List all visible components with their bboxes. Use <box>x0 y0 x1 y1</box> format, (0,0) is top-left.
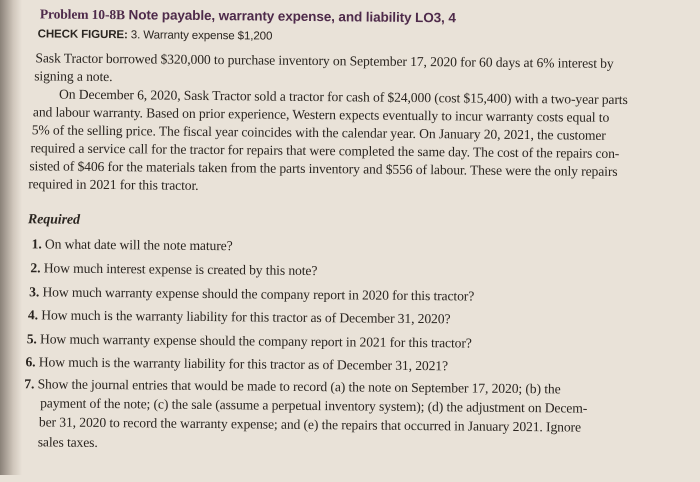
required-item-7-line: payment of the note; (c) the sale (assume a perpetual inventory system); (d) the adjustment on Decem- <box>40 395 588 416</box>
item-text: How much is the warranty liability for this tractor as of December 31, 2020? <box>41 307 451 327</box>
item-text: Show the journal entries that would be made to record (a) the note on September 17, 2020; (b) the <box>37 376 561 397</box>
problem-number: Problem 10-8B <box>39 6 126 23</box>
paragraph2-line: required a service call for the tractor for repairs that were completed the same day. The cost of the repairs con- <box>30 140 620 161</box>
item-number: 3. <box>29 284 40 300</box>
paragraph2-line: 5% of the selling price. The fiscal year coincides with the calendar year. On January 20, 2021, the customer <box>31 122 606 143</box>
item-number: 1. <box>31 236 42 252</box>
item-number: 6. <box>25 354 36 370</box>
required-item-2 <box>30 260 317 279</box>
required-item-7-line: ber 31, 2020 to record the warranty expense; and (e) the repairs that occurred in January 2021. Ignore <box>38 414 582 435</box>
required-item-7-line: sales taxes. <box>37 434 98 450</box>
item-text: How much interest expense is created by this note? <box>43 260 318 279</box>
paragraph2-line: and labour warranty. Based on prior experience, Western expects eventually to incur warranty costs equal to <box>32 104 610 125</box>
required-item-4 <box>28 307 451 327</box>
item-text: On what date will the note mature? <box>44 236 233 254</box>
learning-objectives: LO3, 4 <box>415 9 456 26</box>
check-figure-label: CHECK FIGURE: <box>37 28 128 42</box>
item-text: How much is the warranty liability for this tractor as of December 31, 2021? <box>38 354 449 374</box>
item-text: How much warranty expense should the company report in 2020 for this tractor? <box>42 284 475 304</box>
item-text: How much warranty expense should the company report in 2021 for this tractor? <box>39 331 472 351</box>
paragraph2-line: On December 6, 2020, Sask Tractor sold a tractor for cash of $24,000 (cost $15,400) with a two-year parts <box>59 86 628 108</box>
problem-heading: Note payable, warranty expense, and liability <box>128 7 412 25</box>
check-figure-value: 3. Warranty expense $1,200 <box>130 29 273 43</box>
paragraph2-line: required in 2021 for this tractor. <box>28 176 199 193</box>
required-item-6 <box>25 354 448 374</box>
required-heading: Required <box>27 212 81 228</box>
check-figure <box>38 28 273 42</box>
paragraph1-line: signing a note. <box>34 68 113 85</box>
item-number: 5. <box>26 331 37 347</box>
required-item-3 <box>29 284 474 304</box>
paragraph1-line: Sask Tractor borrowed $320,000 to purchase inventory on September 17, 2020 for 60 days at 6% interest by <box>35 50 614 71</box>
problem-title <box>40 6 456 26</box>
item-number: 7. <box>24 376 35 392</box>
required-item-5 <box>27 331 472 351</box>
paragraph2-line: sisted of $406 for the materials taken from the parts inventory and $556 of labour. These were the only repairs <box>29 158 618 179</box>
item-number: 2. <box>30 260 41 276</box>
required-item-1 <box>32 236 233 254</box>
required-item-7 <box>24 376 560 397</box>
item-number: 4. <box>27 307 39 323</box>
